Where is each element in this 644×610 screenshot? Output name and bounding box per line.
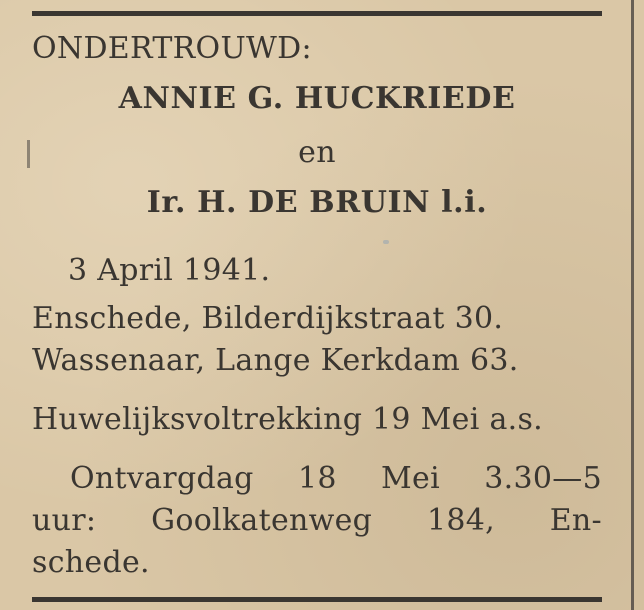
- heading: ONDERTROUWD:: [32, 31, 312, 66]
- announcement-date: 3 April 1941.: [68, 253, 271, 288]
- conjunction: en: [298, 135, 336, 170]
- reception-word: 3.30—5: [484, 461, 602, 496]
- reception-word: En-: [549, 503, 602, 538]
- reception-word: 18: [297, 461, 337, 496]
- address-enschede: Enschede, Bilderdijkstraat 30.: [32, 301, 504, 336]
- address-wassenaar: Wassenaar, Lange Kerkdam 63.: [32, 343, 519, 378]
- reception-word: Mei: [381, 461, 440, 496]
- bride-name: ANNIE G. HUCKRIEDE: [118, 81, 516, 116]
- reception-line-1: [70, 462, 602, 496]
- paper-speck: [383, 240, 389, 244]
- right-column-border: [631, 0, 634, 610]
- wedding-line: Huwelijksvoltrekking 19 Mei a.s.: [32, 402, 544, 437]
- reception-line-3: schede.: [32, 545, 150, 580]
- bottom-rule: [32, 597, 602, 602]
- reception-word: Goolkatenweg: [151, 503, 373, 538]
- reception-line-2: [32, 504, 602, 538]
- reception-word: 184,: [426, 503, 495, 538]
- groom-name: Ir. H. DE BRUIN l.i.: [146, 185, 488, 220]
- top-rule: [32, 11, 602, 16]
- print-mark: [27, 140, 30, 168]
- reception-word: Ontvargdag: [70, 461, 254, 496]
- reception-word: uur:: [32, 503, 97, 538]
